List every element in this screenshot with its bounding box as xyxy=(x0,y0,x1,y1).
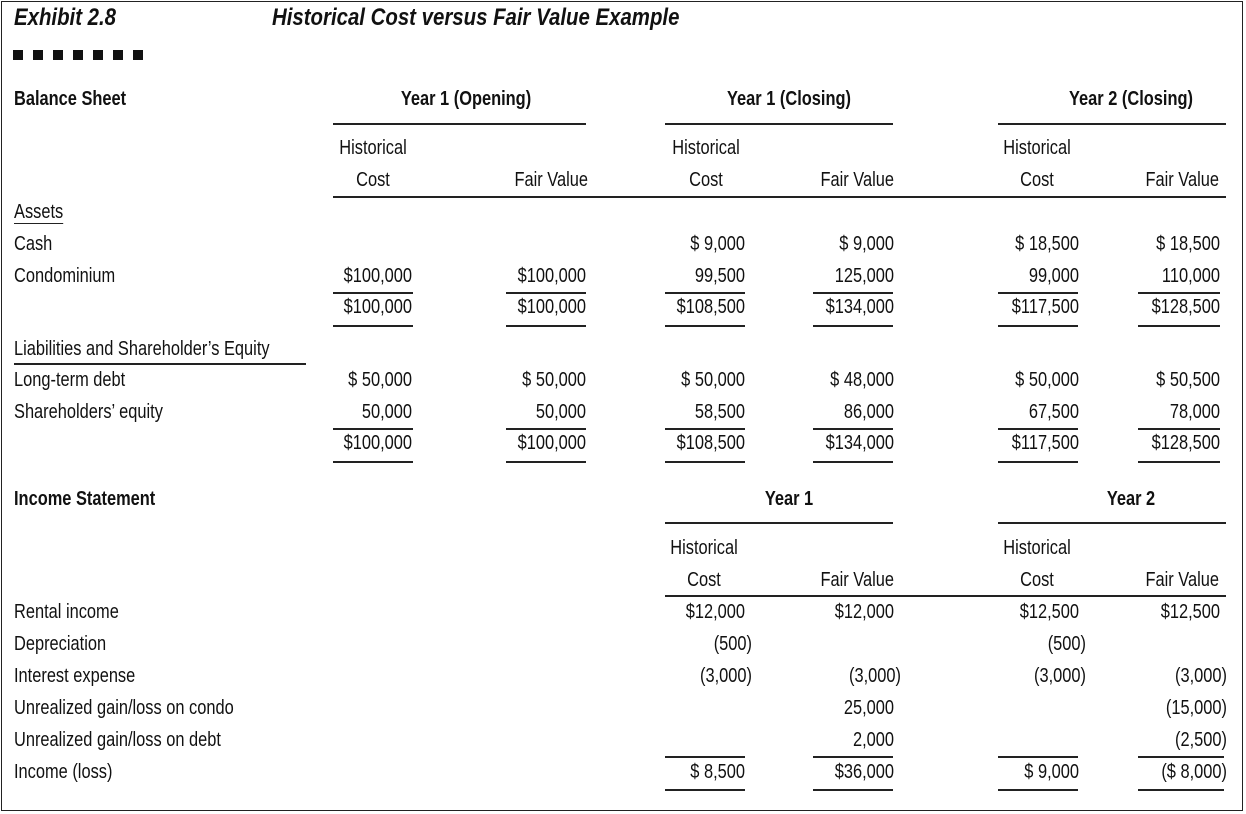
cell-rental-y1-fv: $12,000 xyxy=(834,601,894,623)
row-label-shareholders-equity: Shareholders’ equity xyxy=(14,401,163,423)
total-rule xyxy=(998,325,1078,327)
col-header-historical: Historical xyxy=(339,137,407,159)
subtotal-rule xyxy=(506,292,586,294)
cell-total-le-y1c-fv: $134,000 xyxy=(825,432,894,454)
cell-income-y1-hc: $ 8,500 xyxy=(690,761,745,783)
subtotal-rule xyxy=(1138,292,1220,294)
cell-cash-y2c-fv: $ 18,500 xyxy=(1156,233,1220,255)
cell-rental-y2-hc: $12,500 xyxy=(1019,601,1079,623)
exhibit-title: Historical Cost versus Fair Value Example xyxy=(272,4,680,31)
subtotal-rule xyxy=(1138,756,1224,758)
exhibit-number: Exhibit 2.8 xyxy=(14,4,117,31)
col-header-fair-value: Fair Value xyxy=(820,569,894,591)
cell-gain-condo-y2-fv: (15,000) xyxy=(1165,697,1227,719)
total-rule xyxy=(665,325,745,327)
cell-equity-y1c-fv: 86,000 xyxy=(843,401,894,423)
label-underline xyxy=(14,363,306,365)
income-statement-title: Income Statement xyxy=(14,488,156,510)
total-rule xyxy=(665,461,745,463)
cell-total-assets-y2c-hc: $117,500 xyxy=(1011,296,1079,318)
total-rule xyxy=(998,789,1078,791)
cell-interest-y2-hc: (3,000) xyxy=(1034,665,1086,687)
total-rule xyxy=(998,461,1078,463)
cell-total-assets-y1c-fv: $134,000 xyxy=(825,296,894,318)
cell-ltd-y1c-hc: $ 50,000 xyxy=(681,369,745,391)
total-rule xyxy=(333,325,413,327)
total-rule xyxy=(665,789,745,791)
cell-total-le-y1o-hc: $100,000 xyxy=(343,432,412,454)
cell-rental-y1-hc: $12,000 xyxy=(685,601,745,623)
col-header-historical: Historical xyxy=(672,137,740,159)
cell-equity-y1o-fv: 50,000 xyxy=(535,401,586,423)
cell-total-le-y2c-hc: $117,500 xyxy=(1011,432,1079,454)
cell-total-assets-y1o-fv: $100,000 xyxy=(517,296,586,318)
period-header-y1-opening: Year 1 (Opening) xyxy=(400,88,532,110)
period-header-year1: Year 1 xyxy=(764,488,814,510)
col-header-historical: Historical xyxy=(1003,537,1071,559)
subtotal-rule xyxy=(998,756,1078,758)
cell-income-y1-fv: $36,000 xyxy=(834,761,894,783)
cell-total-le-y2c-fv: $128,500 xyxy=(1151,432,1220,454)
period-rule xyxy=(333,123,586,125)
cell-condo-y1o-hc: $100,000 xyxy=(343,265,412,287)
balance-sheet-title: Balance Sheet xyxy=(14,88,127,110)
cell-gain-debt-y1-fv: 2,000 xyxy=(852,729,894,751)
cell-equity-y1c-hc: 58,500 xyxy=(694,401,745,423)
row-label-income-loss: Income (loss) xyxy=(14,761,113,783)
subtotal-rule xyxy=(1138,428,1220,430)
col-header-fair-value: Fair Value xyxy=(514,169,588,191)
cell-interest-y1-fv: (3,000) xyxy=(849,665,901,687)
subtotal-rule xyxy=(813,428,893,430)
row-label-condominium: Condominium xyxy=(14,265,116,287)
period-header-y2-closing: Year 2 (Closing) xyxy=(1069,88,1193,110)
subtotal-rule xyxy=(665,428,745,430)
row-label-gain-loss-debt: Unrealized gain/loss on debt xyxy=(14,729,221,751)
liabilities-equity-label: Liabilities and Shareholder’s Equity xyxy=(14,338,270,360)
total-rule xyxy=(506,325,586,327)
cell-rental-y2-fv: $12,500 xyxy=(1160,601,1220,623)
cell-ltd-y2c-hc: $ 50,000 xyxy=(1015,369,1079,391)
col-header-fair-value: Fair Value xyxy=(820,169,894,191)
total-rule xyxy=(1138,461,1220,463)
cell-condo-y2c-fv: 110,000 xyxy=(1161,265,1220,287)
row-label-interest-expense: Interest expense xyxy=(14,665,136,687)
period-rule xyxy=(665,522,893,524)
cell-condo-y1o-fv: $100,000 xyxy=(517,265,586,287)
col-header-historical: Historical xyxy=(670,537,738,559)
cell-condo-y1c-fv: 125,000 xyxy=(834,265,894,287)
subtotal-rule xyxy=(665,756,745,758)
cell-equity-y2c-hc: 67,500 xyxy=(1028,401,1079,423)
subtotal-rule xyxy=(813,756,893,758)
cell-ltd-y1o-hc: $ 50,000 xyxy=(348,369,412,391)
cell-income-y2-hc: $ 9,000 xyxy=(1024,761,1079,783)
col-header-historical: Historical xyxy=(1003,137,1071,159)
total-rule xyxy=(813,325,893,327)
cell-depr-y1-hc: (500) xyxy=(713,633,752,655)
cell-condo-y1c-hc: 99,500 xyxy=(694,265,745,287)
row-label-depreciation: Depreciation xyxy=(14,633,107,655)
period-rule xyxy=(998,522,1226,524)
cell-total-assets-y1c-hc: $108,500 xyxy=(676,296,745,318)
subtotal-rule xyxy=(998,292,1078,294)
cell-total-le-y1o-fv: $100,000 xyxy=(517,432,586,454)
row-label-cash: Cash xyxy=(14,233,53,255)
total-rule xyxy=(506,461,586,463)
cell-ltd-y1c-fv: $ 48,000 xyxy=(830,369,894,391)
cell-cash-y1c-fv: $ 9,000 xyxy=(839,233,894,255)
cell-equity-y2c-fv: 78,000 xyxy=(1169,401,1220,423)
assets-label: Assets xyxy=(14,201,64,223)
header-rule xyxy=(665,595,1226,597)
cell-total-assets-y1o-hc: $100,000 xyxy=(343,296,412,318)
col-header-cost: Cost xyxy=(1020,169,1054,191)
col-header-cost: Cost xyxy=(689,169,723,191)
total-rule xyxy=(1138,789,1224,791)
cell-income-y2-fv: ($ 8,000) xyxy=(1161,761,1227,783)
header-rule xyxy=(333,196,1226,198)
cell-condo-y2c-hc: 99,000 xyxy=(1028,265,1079,287)
cell-interest-y1-hc: (3,000) xyxy=(700,665,752,687)
cell-cash-y1c-hc: $ 9,000 xyxy=(690,233,745,255)
row-label-long-term-debt: Long-term debt xyxy=(14,369,126,391)
cell-interest-y2-fv: (3,000) xyxy=(1175,665,1227,687)
cell-ltd-y2c-fv: $ 50,500 xyxy=(1156,369,1220,391)
subtotal-rule xyxy=(506,428,586,430)
cell-ltd-y1o-fv: $ 50,000 xyxy=(522,369,586,391)
col-header-cost: Cost xyxy=(1020,569,1054,591)
cell-total-le-y1c-hc: $108,500 xyxy=(676,432,745,454)
total-rule xyxy=(333,461,413,463)
cell-equity-y1o-hc: 50,000 xyxy=(361,401,412,423)
col-header-cost: Cost xyxy=(356,169,390,191)
period-header-year2: Year 2 xyxy=(1106,488,1156,510)
period-header-y1-closing: Year 1 (Closing) xyxy=(727,88,851,110)
col-header-cost: Cost xyxy=(687,569,721,591)
cell-cash-y2c-hc: $ 18,500 xyxy=(1015,233,1079,255)
period-rule xyxy=(998,123,1226,125)
cell-gain-debt-y2-fv: (2,500) xyxy=(1175,729,1227,751)
subtotal-rule xyxy=(998,428,1078,430)
col-header-fair-value: Fair Value xyxy=(1145,569,1219,591)
col-header-fair-value: Fair Value xyxy=(1145,169,1219,191)
total-rule xyxy=(1138,325,1220,327)
cell-depr-y2-hc: (500) xyxy=(1047,633,1086,655)
cell-gain-condo-y1-fv: 25,000 xyxy=(843,697,894,719)
subtotal-rule xyxy=(813,292,893,294)
period-rule xyxy=(665,123,893,125)
cell-total-assets-y2c-fv: $128,500 xyxy=(1151,296,1220,318)
subtotal-rule xyxy=(333,428,413,430)
total-rule xyxy=(813,789,893,791)
row-label-gain-loss-condo: Unrealized gain/loss on condo xyxy=(14,697,234,719)
subtotal-rule xyxy=(665,292,745,294)
total-rule xyxy=(813,461,893,463)
subtotal-rule xyxy=(333,292,413,294)
row-label-rental-income: Rental income xyxy=(14,601,119,623)
